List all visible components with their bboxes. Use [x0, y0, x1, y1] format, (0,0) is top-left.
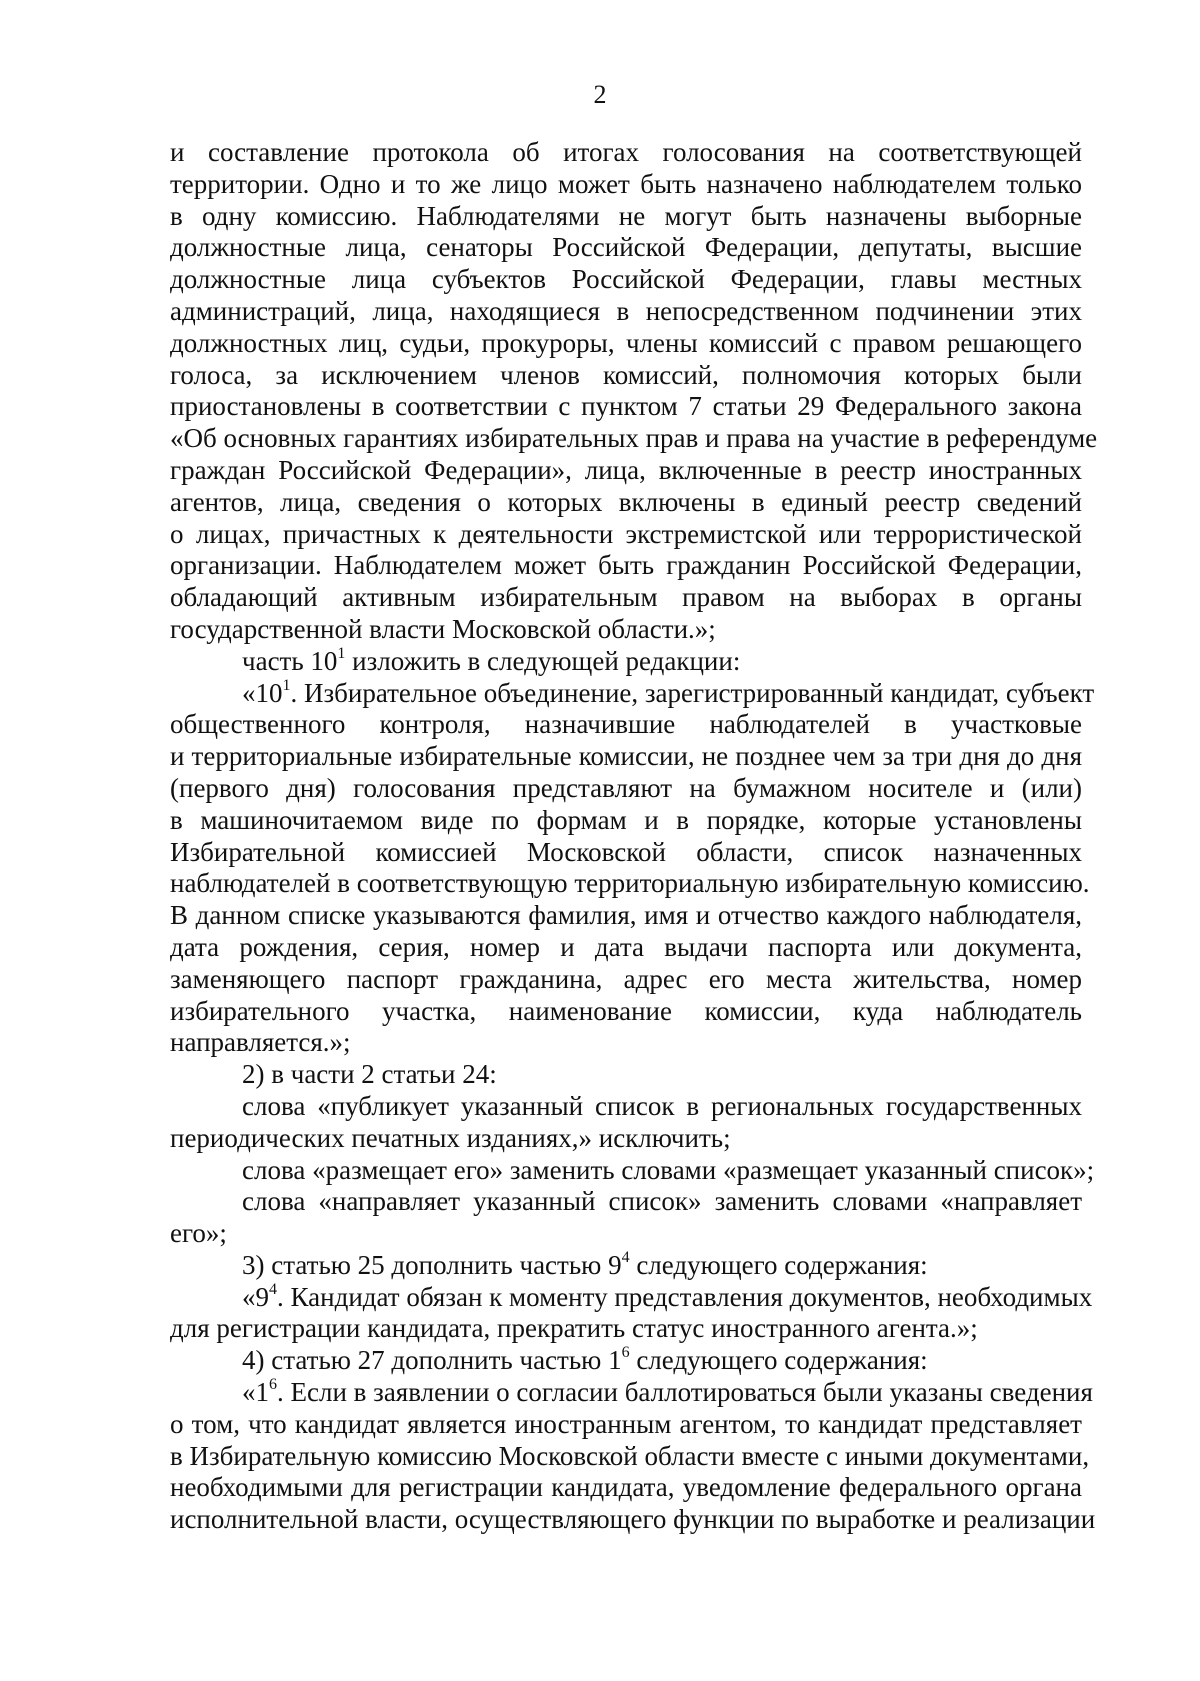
- text-line: [170, 550, 1082, 582]
- text-line-content: «10: [242, 677, 283, 708]
- text-line: [170, 360, 1082, 392]
- text-line: [170, 582, 1082, 614]
- text-line: [170, 1409, 1082, 1441]
- text-line-content: «9: [242, 1281, 269, 1312]
- text-line: [170, 328, 1082, 360]
- text-line: [170, 1280, 1093, 1314]
- text-line: [170, 1186, 1082, 1218]
- text-line-content: в Избирательную комиссию Московской области вместе с иными документами,: [170, 1440, 1090, 1471]
- text-line: [170, 1345, 1082, 1377]
- text-line: [170, 1313, 1082, 1345]
- text-line-tail: . Избирательное объединение, зарегистрированный кандидат, субъект: [290, 677, 1095, 708]
- superscript: 4: [269, 1280, 277, 1298]
- text-line-content: дата рождения, серия, номер и дата выдачи паспорта или документа,: [170, 931, 1082, 962]
- text-line-content: приостановлены в соответствии с пунктом 7 статьи 29 Федерального закона: [170, 391, 1082, 422]
- text-line-content: должностные лица, сенаторы Российской Федерации, депутаты, высшие: [170, 232, 1082, 263]
- text-line-content: часть 10: [242, 645, 338, 676]
- text-line: [170, 868, 1090, 900]
- text-line: [170, 1059, 1082, 1091]
- text-line-content: голоса, за исключением членов комиссий, полномочия которых были: [170, 359, 1082, 390]
- text-line: [170, 296, 1082, 328]
- text-line-content: организации. Наблюдателем может быть гражданин Российской Федерации,: [170, 550, 1082, 581]
- text-line: [170, 137, 1082, 169]
- text-line: [170, 1376, 1093, 1409]
- text-line: [170, 519, 1082, 551]
- text-line-content: наблюдателей в соответствующую территориальную избирательную комиссию.: [170, 868, 1090, 899]
- text-line: [170, 232, 1082, 264]
- text-line-tail: следующего содержания:: [629, 1249, 928, 1280]
- text-line-tail: изложить в следующей редакции:: [345, 645, 741, 676]
- text-line-content: 2) в части 2 статьи 24:: [242, 1059, 497, 1090]
- text-line: [170, 1440, 1090, 1473]
- text-line-content: для регистрации кандидата, прекратить статус иностранного агента.»;: [170, 1313, 978, 1344]
- text-line: [170, 423, 1098, 455]
- text-line-content: В данном списке указываются фамилия, имя и отчество каждого наблюдателя,: [170, 900, 1082, 931]
- text-line-tail: следующего содержания:: [629, 1345, 928, 1376]
- document-body: [170, 137, 1098, 1536]
- text-line-content: о лицах, причастных к деятельности экстремистской или террористической: [170, 518, 1082, 549]
- text-line: [170, 837, 1082, 869]
- superscript: 6: [269, 1376, 277, 1394]
- text-line: [170, 391, 1082, 423]
- text-line: [170, 964, 1082, 996]
- text-line-content: и составление протокола об итогах голосования на соответствующей: [170, 137, 1082, 167]
- text-line: [170, 1154, 1095, 1187]
- text-line-content: обладающий активным избирательным правом на выборах в органы: [170, 582, 1082, 613]
- text-line-content: периодических печатных изданиях,» исключить;: [170, 1122, 731, 1153]
- text-line-content: администраций, лица, находящиеся в непосредственном подчинении этих: [170, 295, 1082, 326]
- superscript: 1: [337, 644, 346, 662]
- superscript: 1: [282, 676, 291, 694]
- text-line-content: территории. Одно и то же лицо может быть назначено наблюдателем только: [170, 168, 1082, 199]
- text-line: [170, 646, 1082, 678]
- text-line: [170, 773, 1082, 805]
- text-line: [170, 676, 1095, 710]
- text-line: [170, 996, 1082, 1028]
- text-line: [170, 900, 1082, 932]
- text-line: [170, 1218, 1082, 1250]
- text-line-content: граждан Российской Федерации», лица, включенные в реестр иностранных: [170, 454, 1082, 485]
- superscript: 4: [621, 1248, 630, 1266]
- text-line-content: слова «направляет указанный список» заменить словами «направляет: [242, 1186, 1082, 1217]
- text-line-content: направляется.»;: [170, 1027, 351, 1058]
- text-line: [170, 201, 1082, 233]
- text-line: [170, 169, 1082, 201]
- text-line-content: избирательного участка, наименование комиссии, куда наблюдатель: [170, 995, 1082, 1026]
- text-line: [170, 932, 1082, 964]
- text-line-content: государственной власти Московской области.»;: [170, 613, 716, 644]
- text-line-content: необходимыми для регистрации кандидата, уведомление федерального органа: [170, 1472, 1082, 1503]
- text-line: [170, 1123, 1082, 1155]
- text-line: [170, 709, 1082, 741]
- text-line-content: исполнительной власти, осуществляющего функции по выработке и реализации: [170, 1504, 1096, 1535]
- text-line: [170, 1504, 1096, 1536]
- text-line-content: 4) статью 27 дополнить частью 1: [242, 1345, 622, 1376]
- text-line-content: слова «размещает его» заменить словами «размещает указанный список»;: [242, 1154, 1095, 1185]
- text-line: [170, 805, 1082, 837]
- superscript: 6: [621, 1344, 630, 1362]
- text-line-content: и территориальные избирательные комиссии, не позднее чем за три дня до дня: [170, 741, 1082, 772]
- text-line-tail: . Если в заявлении о согласии баллотироваться были указаны сведения: [277, 1377, 1093, 1408]
- text-line-content: «Об основных гарантиях избирательных прав и права на участие в референдуме: [170, 423, 1098, 454]
- text-line: [170, 741, 1082, 773]
- text-line-content: Избирательной комиссией Московской области, список назначенных: [170, 836, 1082, 867]
- text-line: [170, 264, 1082, 296]
- text-line: [170, 455, 1082, 487]
- page-number: 2: [593, 80, 607, 109]
- text-line: [170, 1027, 1082, 1059]
- text-line: [170, 1091, 1082, 1123]
- text-line-content: общественного контроля, назначившие наблюдателей в участковые: [170, 709, 1082, 740]
- text-line: [170, 1250, 1082, 1282]
- text-line-content: о том, что кандидат является иностранным агентом, то кандидат представляет: [170, 1408, 1082, 1439]
- text-line: [170, 487, 1082, 519]
- text-line-content: заменяющего паспорт гражданина, адрес его места жительства, номер: [170, 963, 1082, 994]
- text-line-content: слова «публикует указанный список в региональных государственных: [242, 1090, 1082, 1121]
- text-line-content: должностные лица субъектов Российской Федерации, главы местных: [170, 264, 1082, 295]
- text-line-content: должностных лиц, судьи, прокуроры, члены комиссий с правом решающего: [170, 327, 1082, 358]
- text-line-content: 3) статью 25 дополнить частью 9: [242, 1249, 622, 1280]
- text-line-content: в одну комиссию. Наблюдателями не могут быть назначены выборные: [170, 200, 1082, 231]
- text-line-tail: . Кандидат обязан к моменту представления документов, необходимых: [277, 1281, 1093, 1312]
- text-line: [170, 614, 1082, 646]
- text-line-content: его»;: [170, 1218, 227, 1249]
- text-line-content: в машиночитаемом виде по формам и в порядке, которые установлены: [170, 804, 1082, 835]
- text-line-content: агентов, лица, сведения о которых включены в единый реестр сведений: [170, 486, 1082, 517]
- text-line: [170, 1472, 1082, 1504]
- text-line-content: (первого дня) голосования представляют на бумажном носителе и (или): [170, 772, 1082, 803]
- text-line-content: «1: [242, 1377, 269, 1408]
